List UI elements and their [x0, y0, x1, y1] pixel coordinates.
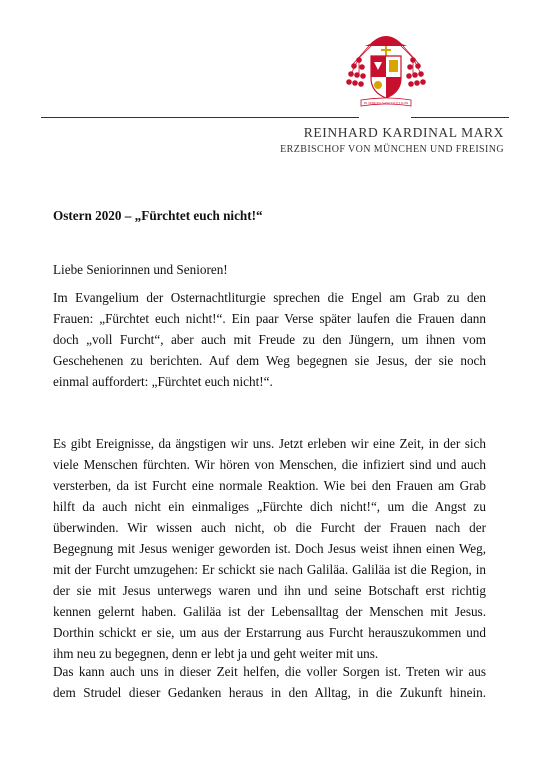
coat-of-arms-logo [345, 30, 427, 112]
paragraph-line: überwinden. Wir wissen auch nicht, ob die Furcht der Frauen nach der [53, 520, 486, 535]
paragraph-line: hilft da auch nicht ein einmaliges „Fürchte dich nicht!“, um die Angst zu [53, 499, 486, 514]
paragraph-line: Es gibt Ereignisse, da ängstigen wir uns. Jetzt erleben wir eine Zeit, in der sich [53, 436, 486, 451]
sender-name: REINHARD KARDINAL MARX [303, 125, 504, 140]
paragraph-line: doch „voll Furcht“, aber auch mit Freude zu den Jüngern, um ihnen vom [53, 332, 486, 347]
paragraph-line: Geschehenen zu berichten. Auf dem Weg begegnen sie Jesus, der sie noch [53, 353, 486, 368]
paragraph-line: Im Evangelium der Osternachtliturgie sprechen die Engel am Grab zu den [53, 290, 486, 305]
paragraph-line: einmal auffordert: „Fürchtet euch nicht!“. [53, 374, 273, 389]
paragraph-line: viele Menschen fürchten. Wir hören von Menschen, die infiziert sind und auch [53, 457, 486, 472]
paragraph-line: Frauen: „Fürchtet euch nicht!“. Ein paar Verse später laufen die Frauen dann [53, 311, 486, 326]
letterhead-rule-right [411, 117, 509, 118]
paragraph-1 [53, 287, 486, 392]
galero-hat-icon [365, 36, 407, 46]
tassels-right-icon [401, 46, 425, 86]
paragraph-3 [53, 661, 486, 703]
paragraph-line: kennen gelernt haben. Galiläa ist der Lebensalltag der Menschen mit Jesus. [53, 604, 486, 619]
tassels-left-icon [347, 46, 371, 86]
paragraph-line: ihm neu zu begegnen, denn er lebt ja und geht weiter mit uns. [53, 646, 379, 661]
paragraph-line: Begegnung mit Jesus weniger geworden ist. Doch Jesus weist ihnen einen Weg, [53, 541, 486, 556]
paragraph-2 [53, 433, 486, 664]
paragraph-line: Das kann auch uns in dieser Zeit helfen, die voller Sorgen ist. Treten wir aus [53, 664, 486, 679]
paragraph-line: Dorthin schickt er sie, um aus der Erstarrung aus Furcht herauszukommen und [53, 625, 486, 640]
letterhead-rule-left [41, 117, 359, 118]
paragraph-line: der sie mit Jesus unterwegs waren und ihn und seine Botschaft erst richtig [53, 583, 486, 598]
paragraph-line: versterben, da ist Furcht eine normale Reaktion. Wie bei den Frauen am Grab [53, 478, 486, 493]
document-title: Ostern 2020 – „Fürchtet euch nicht!“ [53, 208, 263, 223]
sender-title: ERZBISCHOF VON MÜNCHEN UND FREISING [280, 144, 504, 155]
crest-motto: IN SPIRITU SANCTO ET IGNI [363, 101, 409, 105]
paragraph-line: mit der Furcht umzugehen: Er schickt sie nach Galiläa. Galiläa ist die Region, in [53, 562, 486, 577]
paragraph-line: dem Strudel dieser Gedanken heraus in den Alltag, in die Zukunft hinein. [53, 685, 486, 700]
greeting: Liebe Seniorinnen und Senioren! [53, 262, 228, 277]
